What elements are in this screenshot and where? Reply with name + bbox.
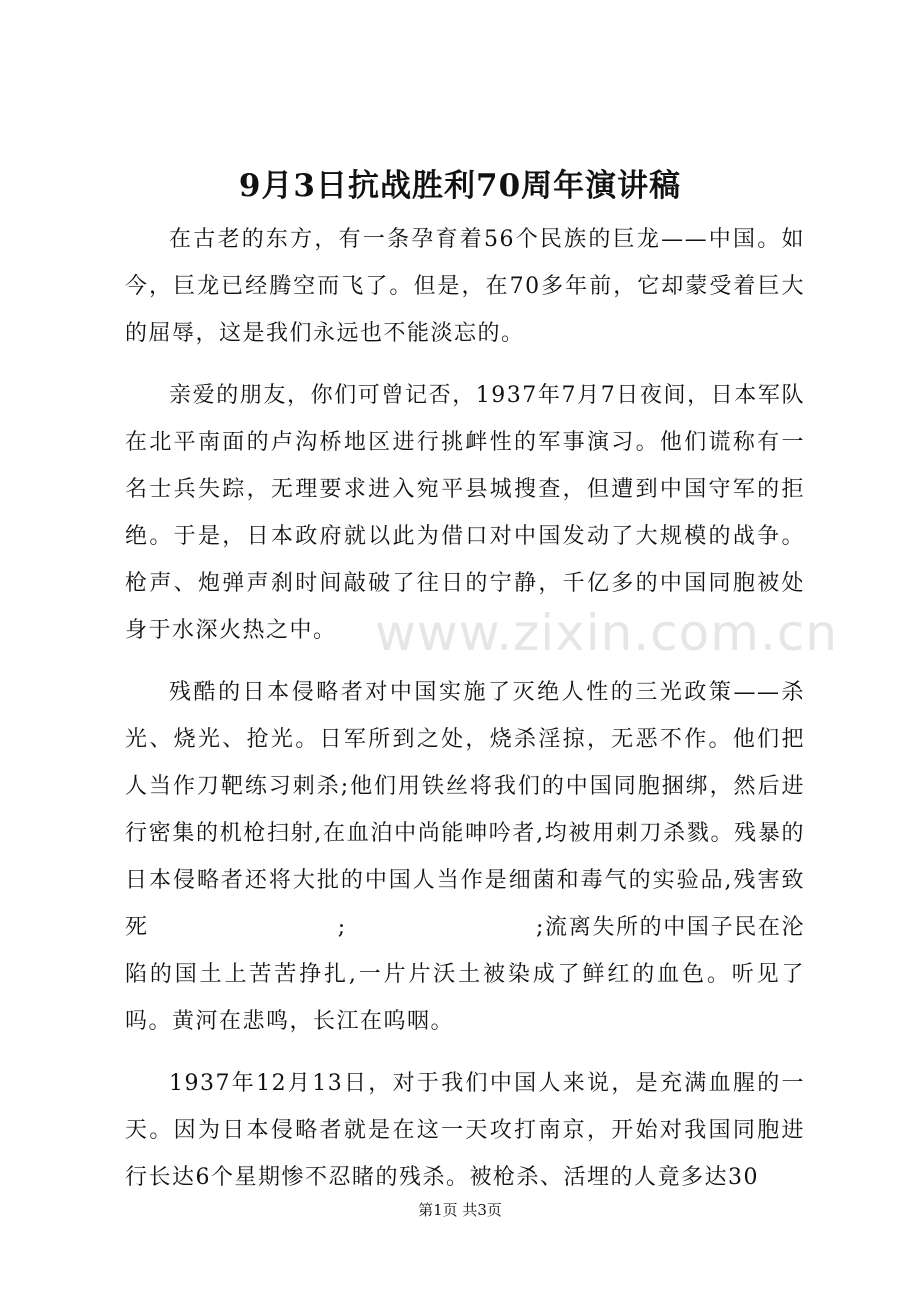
watermark-text: www.zixin.com.cn bbox=[375, 604, 839, 662]
document-title: 9月3日抗战胜利70周年演讲稿 bbox=[238, 168, 682, 204]
page-footer: 第1页 共3页 bbox=[418, 1201, 502, 1219]
paragraph-2: 亲爱的朋友，你们可曾记否，1937年7月7日夜间，日本军队在北平南面的卢沟桥地区进行挑衅性的军事演习。他们谎称有一名士兵失踪，无理要求进入宛平县城搜查，但遭到中国守军的拒绝。于是，日本政府就以此为借口对中国发动了大规模的战争。枪声、炮弹声刹时间敲破了往日的宁静，千亿多的中国同胞被处身于水深火热之中。 bbox=[125, 383, 805, 643]
paragraph-4: 1937年12月13日，对于我们中国人来说，是充满血腥的一天。因为日本侵略者就是在这一天攻打南京，开始对我国同胞进行长达6个星期惨不忍睹的残杀。被枪杀、活埋的人竟多达30 bbox=[125, 1071, 805, 1190]
paragraph-3: 残酷的日本侵略者对中国实施了灭绝人性的三光政策——杀光、烧光、抢光。日军所到之处，烧杀淫掠，无恶不作。他们把人当作刀靶练习刺杀;他们用铁丝将我们的中国同胞捆绑，然后进行密集的机枪扫射,在血泊中尚能呻吟者,均被用刺刀杀戮。残暴的日本侵略者还将大批的中国人当作是细菌和毒气的实验品,残害致死 ; ;流离失所的中国子民在沦陷的国土上苦苦挣扎,一片片沃土被染成了鲜红的血色。听见了吗。黄河在悲鸣，长江在呜咽。 bbox=[125, 680, 805, 1034]
document-body bbox=[125, 216, 805, 1201]
paragraph-1: 在古老的东方，有一条孕育着56个民族的巨龙——中国。如今，巨龙已经腾空而飞了。但是，在70多年前，它却蒙受着巨大的屈辱，这是我们永远也不能淡忘的。 bbox=[125, 227, 805, 346]
